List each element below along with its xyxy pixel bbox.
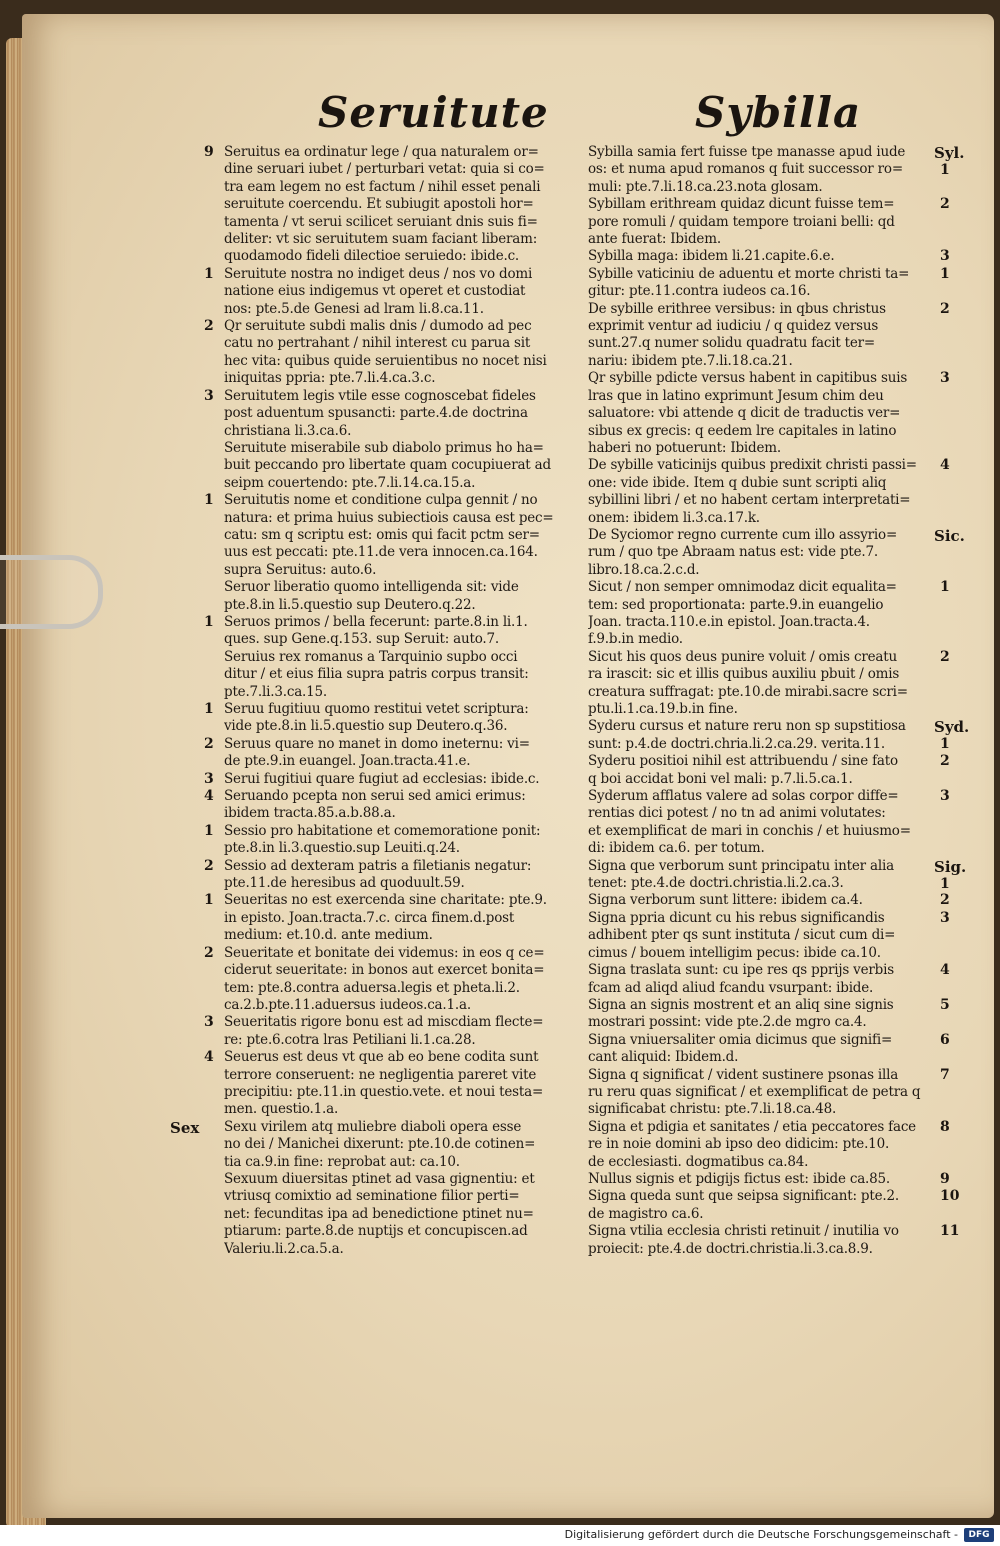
- text-line: Signa vniuersaliter omia dicimus que signifi=: [588, 1031, 893, 1048]
- text-line: pore romuli / quidam tempore troiani belli: qd: [588, 213, 895, 230]
- text-line: sunt: p.4.de doctri.chria.li.2.ca.29. verita.11.: [588, 735, 885, 752]
- entry-number: 1: [940, 265, 950, 282]
- section-marker: Syl.: [934, 144, 965, 162]
- left-entry: [204, 265, 576, 318]
- section-marker: Syd.: [934, 718, 970, 737]
- text-line: Syderu positioi nihil est attribuendu / sine fato: [588, 753, 898, 770]
- text-line: tem: pte.8.contra aduersa.legis et pheta.li.2.: [224, 979, 520, 996]
- right-entry: [588, 265, 950, 301]
- text-line: Seruos primos / bella fecerunt: parte.8.in li.1.: [224, 613, 528, 630]
- text-line: seipm couertendo: pte.7.li.14.ca.15.a.: [224, 474, 476, 491]
- entry-number: 9: [204, 144, 214, 160]
- running-head-right: Sybilla: [695, 88, 862, 137]
- entry-number: 1: [204, 822, 214, 839]
- text-line: precipitiu: pte.11.in questio.vete. et noui testa=: [224, 1083, 544, 1100]
- right-column: [588, 144, 970, 1258]
- text-line: Seruitus ea ordinatur lege / qua naturalem or=: [224, 144, 539, 160]
- entry-number: 2: [940, 196, 950, 213]
- text-line: significabat christu: pte.7.li.18.ca.48.: [588, 1101, 837, 1118]
- left-entry: [224, 562, 576, 614]
- text-line: Signa que verborum sunt principatu inter alia: [588, 857, 894, 874]
- text-line: net: fecunditas ipa ad benedictione ptinet nu=: [224, 1205, 534, 1222]
- text-line: ca.2.b.pte.11.aduersus iudeos.ca.1.a.: [224, 996, 471, 1013]
- right-entry: [588, 892, 950, 909]
- text-line: ditur / et eius filia supra patris corpus transit:: [224, 666, 529, 683]
- text-line: Signa an signis mostrent et an aliq sine signis: [588, 996, 894, 1013]
- left-entry: [204, 735, 576, 771]
- entry-number: 1: [940, 162, 950, 178]
- right-entry: [588, 1170, 950, 1188]
- text-line: et exemplificat de mari in conchis / et huiusmo=: [588, 822, 911, 839]
- text-line: Sexu virilem atq muliebre diaboli opera esse: [224, 1118, 522, 1135]
- left-entry: [204, 613, 576, 701]
- left-entry: [224, 440, 576, 492]
- text-line: di: ibidem ca.6. per totum.: [588, 840, 765, 857]
- entry-number: 10: [940, 1188, 960, 1205]
- left-entry: [204, 492, 576, 562]
- text-line: in episto. Joan.tracta.7.c. circa finem.d.post: [224, 909, 515, 926]
- dfg-logo: DFG: [964, 1528, 994, 1542]
- right-entry: [588, 370, 950, 457]
- text-line: Joan. tracta.110.e.in epistol. Joan.tracta.4.: [588, 613, 870, 630]
- left-entry: [204, 944, 576, 1015]
- entry-number: 4: [940, 457, 950, 474]
- entry-number: 3: [940, 909, 950, 926]
- text-line: Sybilla samia fert fuisse tpe manasse apud iude: [588, 144, 906, 160]
- entry-number: 1: [204, 492, 214, 509]
- text-line: tem: sed proportionata: parte.9.in euangelio: [588, 596, 884, 613]
- left-column: [170, 144, 576, 1258]
- text-line: Signa queda sunt que seipsa significant: pte.2.: [588, 1188, 899, 1205]
- text-line: ques. sup Gene.q.153. sup Seruit: auto.7.: [224, 631, 499, 648]
- text-line: Nullus signis et pdigijs fictus est: ibide ca.85.: [588, 1170, 891, 1187]
- text-line: ibidem tracta.85.a.b.88.a.: [224, 805, 396, 822]
- entry-number: 2: [940, 648, 950, 665]
- text-line: pte.11.de heresibus ad quoduult.59.: [224, 875, 465, 892]
- text-line: f.9.b.in medio.: [588, 631, 683, 648]
- right-entry: [588, 857, 967, 893]
- text-line: dine seruari iubet / perturbari vetat: quia si co=: [224, 161, 545, 178]
- text-line: Valeriu.li.2.ca.5.a.: [224, 1240, 344, 1257]
- entry-number: 3: [940, 370, 950, 387]
- entry-number: 1: [940, 579, 950, 596]
- left-entry: [204, 788, 576, 823]
- text-line: Seruando pcepta non serui sed amici erimus:: [224, 788, 526, 805]
- entry-number: 6: [940, 1031, 950, 1048]
- text-line: ptu.li.1.ca.19.b.in fine.: [588, 701, 738, 717]
- text-line: pte.8.in li.5.questio sup Deutero.q.22.: [224, 596, 476, 613]
- text-line: vide pte.8.in li.5.questio sup Deutero.q.36.: [224, 718, 508, 735]
- text-line: Syderu cursus et nature reru non sp supstitiosa: [588, 718, 906, 735]
- left-entry: [204, 822, 576, 858]
- text-line: De Syciomor regno currente cum illo assyrio=: [588, 526, 898, 543]
- right-entry: [588, 1223, 960, 1258]
- text-line: hec vita: quibus quide seruientibus no nocet nisi: [224, 352, 547, 369]
- entry-number: 2: [204, 944, 214, 961]
- right-entry: [588, 996, 950, 1032]
- right-entry: [588, 144, 965, 196]
- left-entry: [204, 387, 576, 440]
- text-line: re: pte.6.cotra lras Petiliani li.1.ca.28.: [224, 1031, 476, 1048]
- text-line: iniquitas ppria: pte.7.li.4.ca.3.c.: [224, 370, 436, 387]
- text-line: nos: pte.5.de Genesi ad lram li.8.ca.11.: [224, 300, 484, 317]
- entry-number: 2: [204, 857, 214, 874]
- left-entry: [224, 1171, 576, 1258]
- section-marker: Sic.: [934, 526, 965, 545]
- text-line: Seruius rex romanus a Tarquinio supbo occi: [224, 648, 518, 665]
- text-line: tamenta / vt serui scilicet seruiant dnis suis fi=: [224, 213, 538, 230]
- entry-number: 3: [204, 387, 214, 404]
- text-line: de magistro ca.6.: [588, 1205, 704, 1222]
- entry-number: 3: [204, 1014, 214, 1031]
- left-entry: [204, 318, 576, 388]
- text-line: medium: et.10.d. ante medium.: [224, 927, 433, 944]
- text-line: pte.7.li.3.ca.15.: [224, 683, 328, 700]
- text-line: De sybille vaticinijs quibus predixit christi passi=: [588, 457, 917, 474]
- right-entry: [588, 579, 950, 649]
- entry-number: 1: [204, 701, 214, 717]
- text-line: no dei / Manichei dixerunt: pte.10.de cotinen=: [224, 1136, 536, 1153]
- text-line: nariu: ibidem pte.7.li.18.ca.21.: [588, 352, 793, 369]
- text-line: tenet: pte.4.de doctri.christia.li.2.ca.3.: [588, 875, 844, 892]
- right-entry: [588, 788, 950, 858]
- text-line: deliter: vt sic seruitutem suam faciant liberam:: [224, 231, 538, 248]
- text-line: Sexuum diuersitas ptinet ad vasa gignentiu: et: [224, 1170, 535, 1187]
- entry-number: 3: [940, 788, 950, 805]
- text-line: exprimit ventur ad iudiciu / q quidez versus: [588, 318, 879, 335]
- text-line: Seruitutem legis vtile esse cognoscebat fideles: [224, 387, 536, 404]
- right-entry: [588, 962, 950, 997]
- text-line: Seueritate et bonitate dei videmus: in eos q ce=: [224, 944, 545, 961]
- text-line: Signa verborum sunt littere: ibidem ca.4.: [588, 892, 863, 909]
- right-entry: [588, 457, 950, 527]
- entry-number: 2: [940, 300, 950, 317]
- text-line: Signa q significat / vident sustinere psonas illa: [588, 1066, 899, 1083]
- text-line: Sybillam erithream quidaz dicunt fuisse tem=: [588, 196, 895, 213]
- text-line: pte.8.in li.3.questio.sup Leuiti.q.24.: [224, 840, 460, 857]
- footer-credit: Digitalisierung gefördert durch die Deutsche Forschungsgemeinschaft -: [564, 1528, 958, 1541]
- text-line: Seruitute nostra no indiget deus / nos vo domi: [224, 265, 533, 282]
- text-line: de pte.9.in euangel. Joan.tracta.41.e.: [224, 753, 471, 770]
- text-line: haberi no potuerunt: Ibidem.: [588, 439, 781, 456]
- text-line: vtriusq comixtio ad seminatione filior perti=: [224, 1188, 520, 1205]
- text-line: Signa vtilia ecclesia christi retinuit / inutilia vo: [588, 1223, 899, 1240]
- text-line: Seueritatis rigore bonu est ad miscdiam flecte=: [224, 1014, 544, 1031]
- text-line: Seruu fugitiuu quomo restitui vetet scriptura:: [224, 701, 529, 717]
- text-line: sunt.27.q numer solidu quadratu facit ter=: [588, 335, 876, 352]
- text-line: Serui fugitiui quare fugiut ad ecclesias: ibide.c.: [224, 770, 540, 787]
- text-line: ciderut seueritate: in bonos aut exercet bonita=: [224, 962, 545, 979]
- text-line: post aduentum spusancti: parte.4.de doctrina: [224, 405, 528, 422]
- text-line: cant aliquid: Ibidem.d.: [588, 1049, 739, 1066]
- text-line: adhibent pter qs sunt instituta / sicut cum di=: [588, 927, 896, 944]
- text-line: lras que in latino exprimunt Jesum chim deu: [588, 387, 884, 404]
- text-line: muli: pte.7.li.18.ca.23.nota glosam.: [588, 178, 823, 195]
- entry-number: 2: [204, 735, 214, 752]
- text-line: sybillini libri / et no habent certam interpretati=: [588, 492, 911, 509]
- text-line: os: et numa apud romanos q fuit successor ro=: [588, 161, 903, 178]
- text-line: natura: et prima huius subiectiois causa est pec=: [224, 509, 554, 526]
- entry-number: 4: [204, 788, 214, 805]
- entry-number: 2: [204, 318, 214, 335]
- entry-number: 3: [204, 770, 214, 787]
- text-line: Seueritas no est exercenda sine charitate: pte.9.: [224, 892, 547, 909]
- right-entry: [588, 718, 970, 753]
- text-line: q boi accidat boni vel mali: p.7.li.5.ca.1.: [588, 770, 853, 787]
- text-line: supra Seruitus: auto.6.: [224, 561, 377, 578]
- left-entry: [204, 857, 576, 893]
- right-entry: [588, 1031, 950, 1067]
- text-line: fcam ad aliqd aliud fcandu vsurpant: ibide.: [588, 979, 874, 996]
- text-line: Sicut his quos deus punire voluit / omis creatu: [588, 648, 897, 665]
- text-line: Qr sybille pdicte versus habent in capitibus suis: [588, 370, 908, 387]
- right-entry: [588, 526, 965, 579]
- entry-number: 1: [940, 875, 950, 892]
- text-line: ra irascit: sic et illis quibus auxiliu pbuit / omis: [588, 666, 900, 683]
- left-entry: [204, 770, 576, 788]
- entry-number: 1: [940, 736, 950, 753]
- text-line: Sicut / non semper omnimodaz dicit equalita=: [588, 579, 897, 596]
- footer-bar: [0, 1525, 1000, 1546]
- text-line: Sybilla maga: ibidem li.21.capite.6.e.: [588, 248, 835, 265]
- entry-number: 2: [940, 753, 950, 770]
- entry-number: 5: [940, 996, 950, 1013]
- text-line: cimus / bouem intelligim pecus: ibide ca.10.: [588, 944, 881, 961]
- right-entry: [588, 648, 950, 719]
- text-line: Signa traslata sunt: cu ipe res qs pprijs verbis: [588, 962, 894, 979]
- text-line: Signa et pdigia et sanitates / etia peccatores face: [588, 1118, 916, 1135]
- text-line: Signa ppria dicunt cu his rebus significandis: [588, 909, 885, 926]
- text-line: ante fuerat: Ibidem.: [588, 231, 721, 248]
- entry-number: 1: [204, 265, 214, 282]
- right-entry: [588, 909, 950, 962]
- text-line: sibus ex grecis: q eedem lre capitales in latino: [588, 422, 897, 439]
- left-entry: [204, 1049, 576, 1119]
- text-line: seruitute coercendu. Et subiugit apostoli hor=: [224, 196, 534, 213]
- right-entry: [588, 1118, 950, 1171]
- right-entry: [588, 248, 950, 265]
- running-head-left: Seruitute: [318, 88, 549, 137]
- text-line: onem: ibidem li.3.ca.17.k.: [588, 509, 760, 526]
- text-line: catu: sm q scriptu est: omis qui facit pctm ser=: [224, 526, 540, 543]
- left-entry: [204, 892, 576, 944]
- entry-number: 4: [204, 1049, 214, 1066]
- right-entry: [588, 300, 950, 371]
- text-line: tia ca.9.in fine: reprobat aut: ca.10.: [224, 1153, 460, 1170]
- text-line: natione eius indigemus vt operet et custodiat: [224, 283, 526, 300]
- text-line: Syderum afflatus valere ad solas corpor diffe=: [588, 788, 899, 805]
- text-line: saluatore: vbi attende q dicit de traductis ver=: [588, 405, 901, 422]
- text-line: Seruitute miserabile sub diabolo primus ho ha=: [224, 439, 544, 456]
- text-line: ptiarum: parte.8.de nuptijs et concupiscen.ad: [224, 1223, 528, 1240]
- left-entry: [204, 144, 576, 266]
- text-line: rum / quo tpe Abraam natus est: vide pte.7.: [588, 544, 878, 561]
- right-entry: [588, 1188, 960, 1223]
- left-entry: [204, 1014, 576, 1049]
- section-marker: Sex: [170, 1118, 200, 1137]
- text-line: christiana li.3.ca.6.: [224, 422, 352, 439]
- text-line: Seuerus est deus vt que ab eo bene codita sunt: [224, 1049, 539, 1066]
- text-line: de ecclesiasti. dogmatibus ca.84.: [588, 1153, 809, 1170]
- text-line: Sybille vaticiniu de aduentu et morte christi ta=: [588, 265, 910, 282]
- text-line: Seruor liberatio quomo intelligenda sit: vide: [224, 579, 519, 596]
- text-line: creatura suffragat: pte.10.de mirabi.sacre scri=: [588, 683, 908, 700]
- entry-number: 1: [204, 892, 214, 909]
- text-line: quodamodo fideli dilectioe seruiedo: ibide.c.: [224, 248, 520, 265]
- text-line: men. questio.1.a.: [224, 1101, 339, 1118]
- right-entry: [588, 196, 950, 248]
- text-line: terrore conseruent: ne negligentia pareret vite: [224, 1066, 537, 1083]
- section-marker: Sig.: [934, 857, 967, 876]
- text-line: mostrari possint: vide pte.2.de mgro ca.4.: [588, 1014, 867, 1031]
- text-line: catu no pertrahant / nihil interest cu parua sit: [224, 335, 531, 352]
- entry-number: 2: [940, 892, 950, 909]
- text-line: De sybille erithree versibus: in qbus christus: [588, 300, 886, 317]
- text-line: ru reru quas significat / et exemplificat de petra q: [588, 1083, 921, 1100]
- text-line: re in noie domini ab ipso deo didicim: pte.10.: [588, 1136, 890, 1153]
- text-line: Qr seruitute subdi malis dnis / dumodo ad pec: [224, 318, 532, 335]
- text-line: uus est peccati: pte.11.de vera innocen.ca.164.: [224, 544, 538, 561]
- entry-number: 11: [940, 1223, 960, 1240]
- text-line: one: vide ibide. Item q dubie sunt scripti aliq: [588, 474, 887, 491]
- entry-number: 9: [940, 1170, 950, 1187]
- text-line: proiecit: pte.4.de doctri.christia.li.3.ca.8.9.: [588, 1240, 873, 1257]
- text-line: gitur: pte.11.contra iudeos ca.16.: [588, 283, 811, 300]
- right-entry: [588, 1066, 950, 1119]
- entry-number: 8: [940, 1118, 950, 1135]
- text-line: libro.18.ca.2.c.d.: [588, 561, 700, 578]
- entry-number: 4: [940, 962, 950, 979]
- text-line: Sessio pro habitatione et comemoratione ponit:: [224, 822, 541, 839]
- entry-number: 1: [204, 613, 214, 630]
- text-line: Seruitutis nome et conditione culpa gennit / no: [224, 492, 538, 509]
- text-line: rentias dici potest / no tn ad animi volutates:: [588, 805, 886, 822]
- left-entry: [170, 1118, 576, 1171]
- text-line: buit peccando pro libertate quam cocupiuerat ad: [224, 457, 551, 474]
- entry-number: 7: [940, 1066, 950, 1083]
- entry-number: 3: [940, 248, 950, 265]
- left-entry: [204, 701, 576, 736]
- right-entry: [588, 753, 950, 788]
- text-line: Sessio ad dexteram patris a filetianis negatur:: [224, 857, 532, 874]
- paper-clip: [0, 555, 103, 629]
- text-line: Seruus quare no manet in domo ineternu: vi=: [224, 735, 530, 752]
- text-line: tra eam legem no est factum / nihil esset penali: [224, 178, 541, 195]
